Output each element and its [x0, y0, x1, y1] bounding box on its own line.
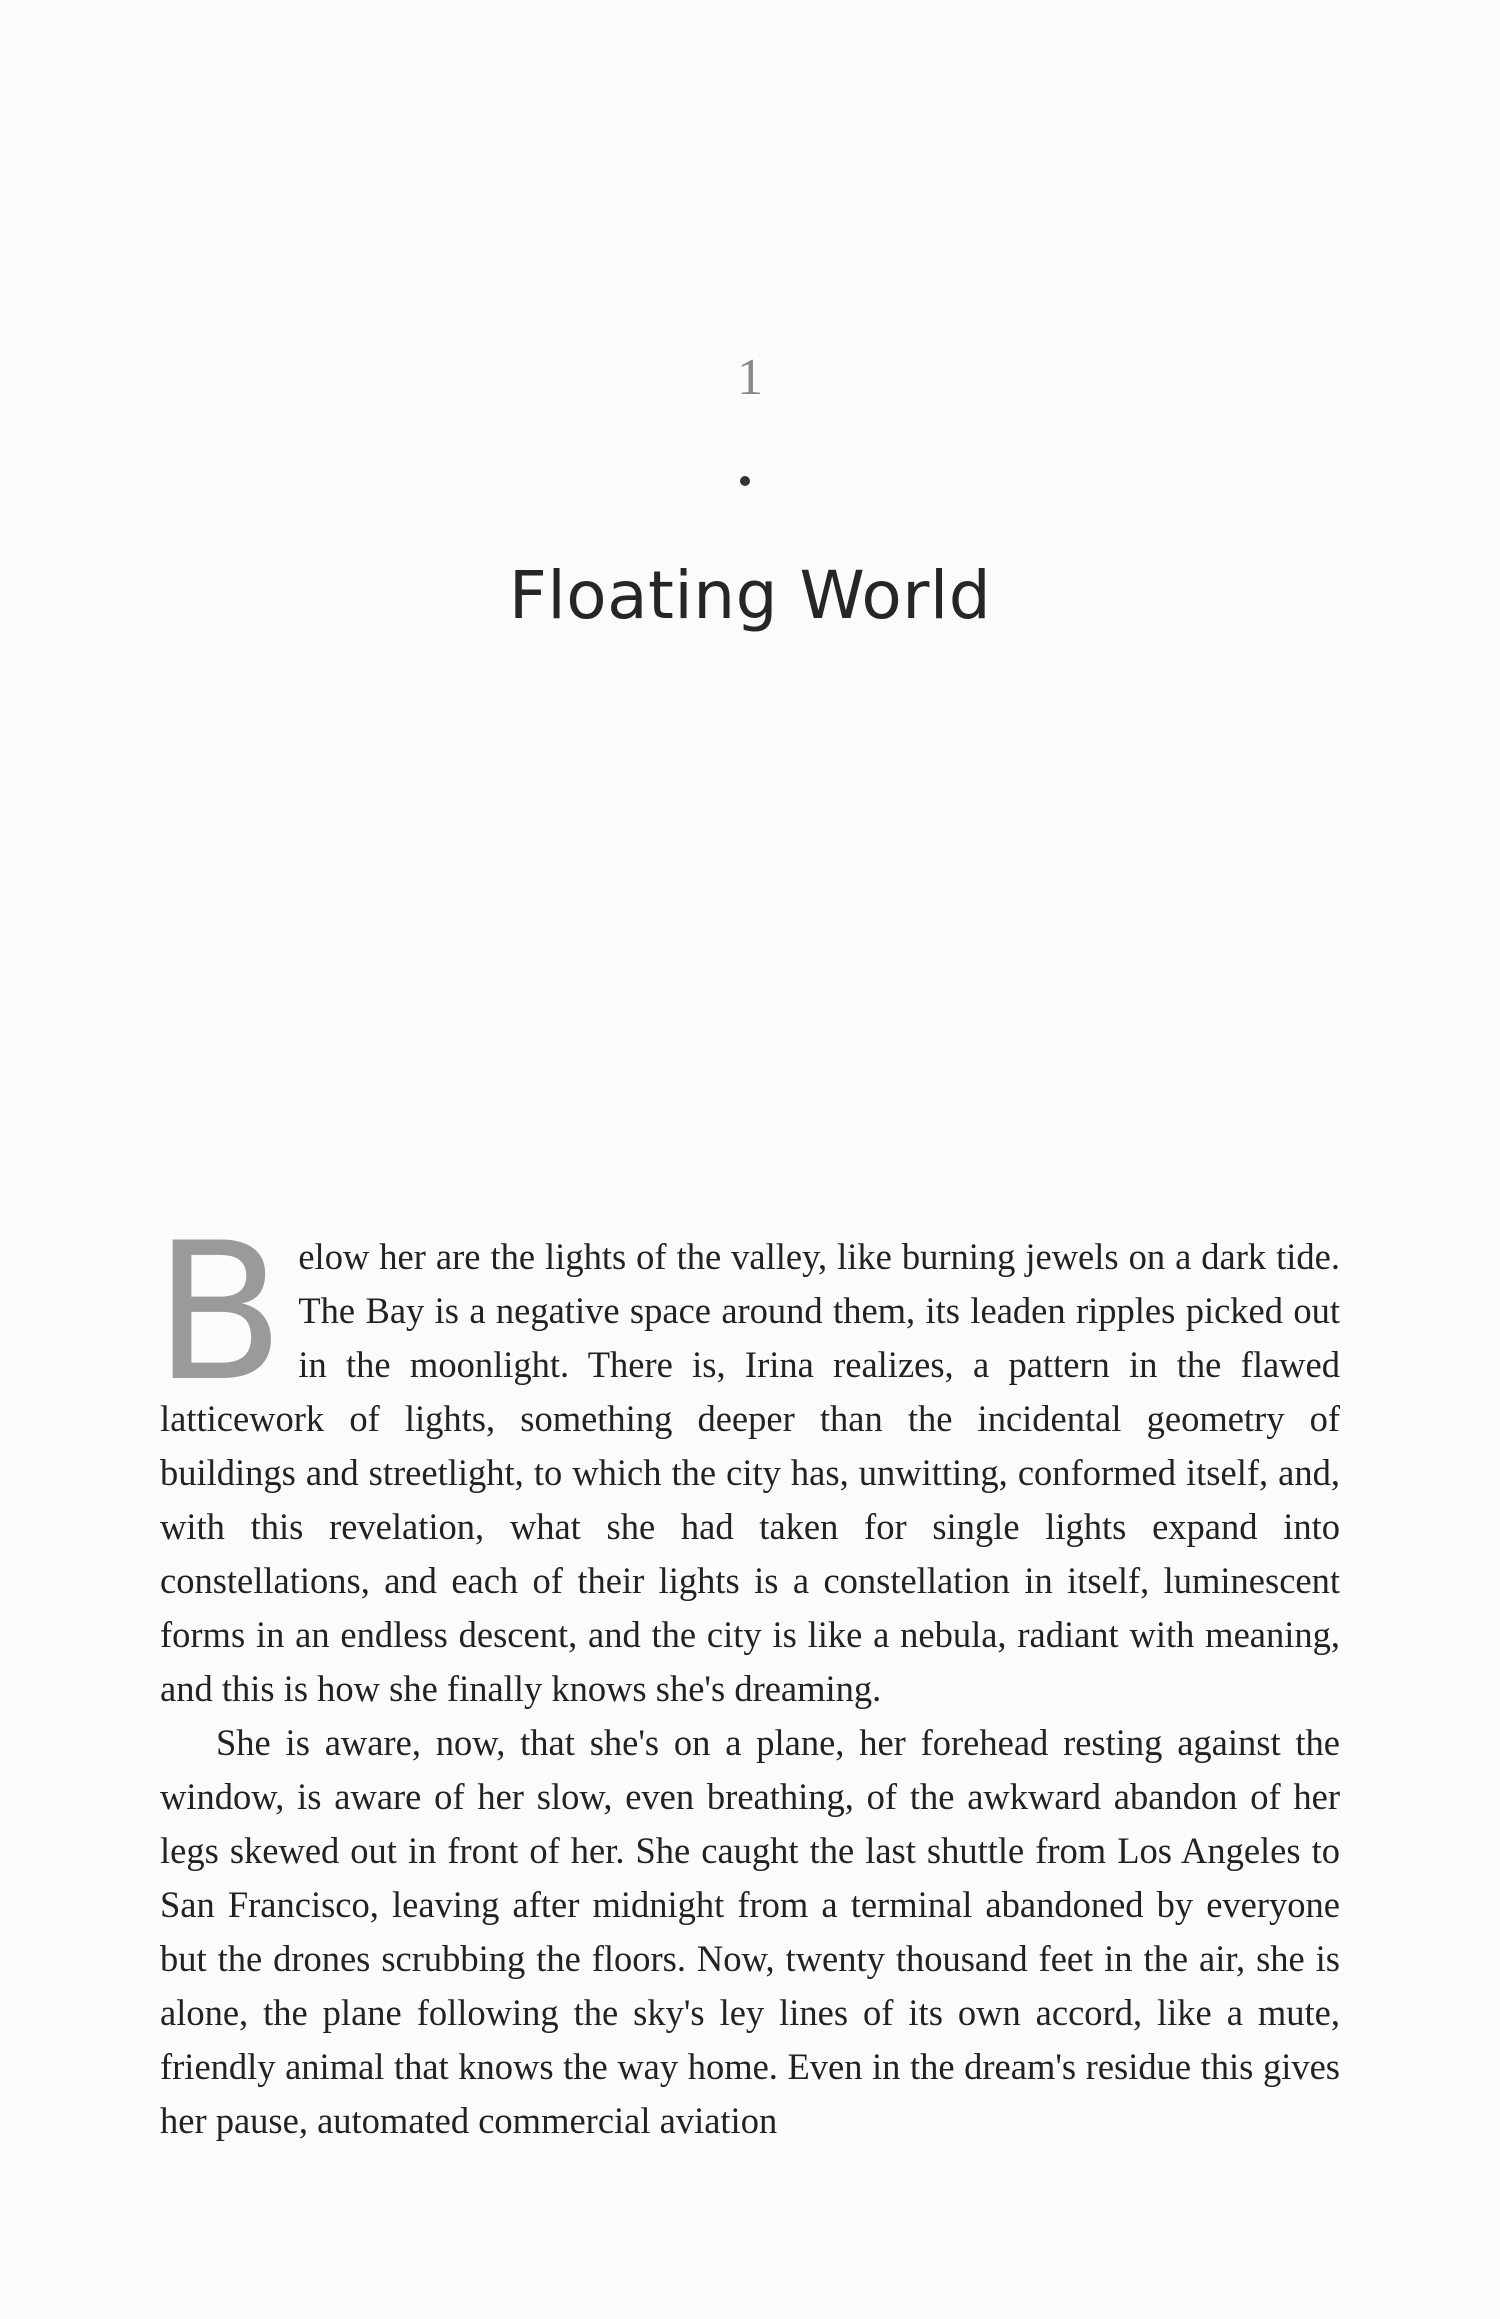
chapter-ornament-dot — [740, 476, 750, 486]
chapter-title: Floating World — [508, 557, 992, 634]
body-text — [154, 1202, 1340, 2148]
drop-cap-letter: B — [154, 1202, 285, 1423]
paragraph-2: She is aware, now, that she's on a plane, her forehead resting against the window, is aware of her slow, even breathing, of the awkward abandon of her legs skewed out in front of her. She caught the last shuttle from Los Angeles to San Francisco, leaving after midnight from a terminal abandoned by everyone but the drones scrubbing the floors. Now, twenty thousand feet in the air, she is alone, the plane following the sky's ley lines of its own accord, like a mute, friendly animal that knows the way home. Even in the dream's residue this gives her pause, automated commercial aviation — [160, 1722, 1340, 2141]
paragraph-1-text: elow her are the lights of the valley, like burning jewels on a dark tide. The Bay is a negative space around them, its leaden ripples picked out in the moonlight. There is, Irina realizes, a pattern in the flawed latticework of lights, something deeper than the incidental geometry of buildings and streetlight, to which the city has, unwitting, conformed itself, and, with this revelation, what she had taken for single lights expand into constellations, and each of their lights is a constellation in itself, luminescent forms in an endless descent, and the city is like a nebula, radiant with meaning, and this is how she finally knows she's dreaming. — [160, 1236, 1340, 1709]
paragraph-1 — [154, 1202, 1340, 1716]
chapter-number: 1 — [737, 349, 763, 406]
